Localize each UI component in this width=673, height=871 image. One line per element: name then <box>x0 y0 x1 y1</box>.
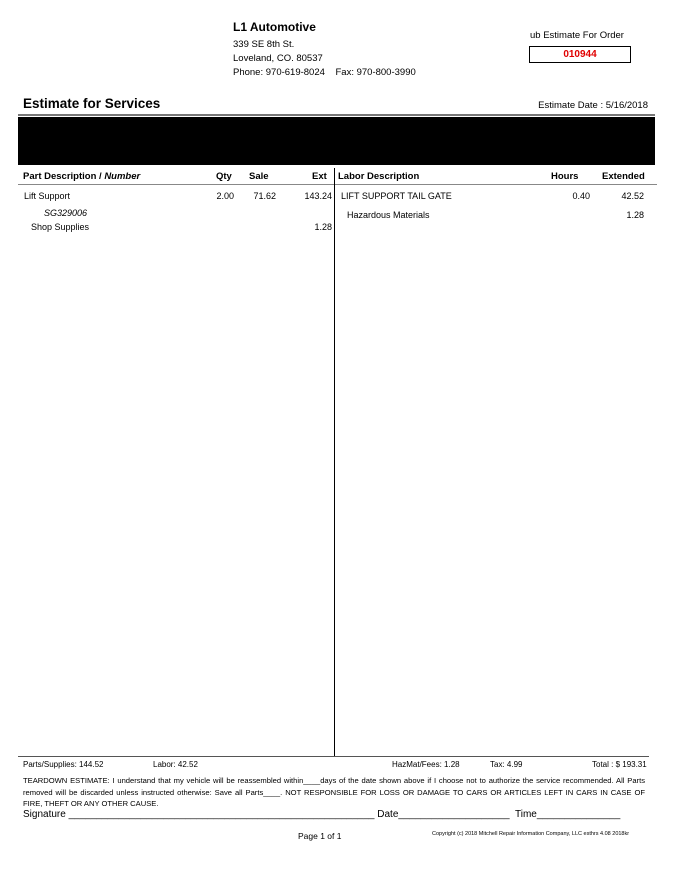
header-extended: Extended <box>602 171 645 182</box>
company-name: L1 Automotive <box>233 20 316 34</box>
part-row-2-ext: 1.28 <box>314 222 332 232</box>
company-address-line2: Loveland, CO. 80537 <box>233 53 323 64</box>
page-title: Estimate for Services <box>23 96 161 111</box>
header-qty: Qty <box>216 171 232 182</box>
order-label: ub Estimate For Order <box>530 30 624 41</box>
labor-row-2-description: Hazardous Materials <box>347 210 430 220</box>
header-ext: Ext <box>312 171 327 182</box>
order-number: 010944 <box>529 46 631 63</box>
part-row-1-qty: 2.00 <box>216 191 234 201</box>
signature-row <box>23 809 620 820</box>
date-line: Date____________________ <box>377 809 510 820</box>
part-row-2-description: Shop Supplies <box>31 222 90 232</box>
part-row-1-sale: 71.62 <box>253 191 276 201</box>
header-part-description-label: Part Description / <box>23 171 105 182</box>
header-labor-description: Labor Description <box>338 171 420 182</box>
time-line: Time_______________ <box>515 809 621 820</box>
company-phone: Phone: 970-619-8024 <box>233 67 325 78</box>
part-row-1-number: SG329006 <box>44 208 88 218</box>
signature-line: Signature _______________________________________________________ <box>23 809 375 820</box>
total-parts-supplies: Parts/Supplies: 144.52 <box>23 760 104 769</box>
title-divider <box>18 114 655 116</box>
page-number: Page 1 of 1 <box>298 831 342 841</box>
total-tax: Tax: 4.99 <box>490 760 523 769</box>
column-header-row <box>18 168 657 185</box>
copyright-text: Copyright (c) 2018 Mitchell Repair Information Company, LLC esthrs 4.08 2018kr <box>432 831 630 837</box>
header-part-description <box>23 171 140 182</box>
grand-total: Total : $ 193.31 <box>592 760 647 769</box>
part-row-1-description: Lift Support <box>24 191 71 201</box>
total-labor: Labor: 42.52 <box>153 760 198 769</box>
header-sale: Sale <box>249 171 269 182</box>
header-hours: Hours <box>551 171 579 182</box>
labor-row-1-extended: 42.52 <box>621 191 644 201</box>
labor-row-1-hours: 0.40 <box>572 191 590 201</box>
teardown-disclaimer: TEARDOWN ESTIMATE: I understand that my vehicle will be reassembled within____days of the date shown above if I choose not to authorize the service recommended. All Parts removed will be discarded unless instructed otherwise: Save all Parts____. NOT RESPONSIBLE FOR LOSS OR DAMAGE TO CARS OR ARTICLES LEFT IN CARS IN CASE OF FIRE, THEFT OR ANY OTHER CAUSE. <box>23 776 645 808</box>
company-address-line1: 339 SE 8th St. <box>233 39 295 50</box>
company-contact <box>233 67 416 78</box>
total-hazmat-fees: HazMat/Fees: 1.28 <box>392 760 460 769</box>
column-divider <box>334 168 335 756</box>
estimate-date: Estimate Date : 5/16/2018 <box>538 100 648 111</box>
redacted-block <box>18 117 655 165</box>
labor-row-2-extended: 1.28 <box>626 210 644 220</box>
footer-divider <box>18 756 649 757</box>
company-fax: Fax: 970-800-3990 <box>335 67 416 78</box>
labor-row-1-description: LIFT SUPPORT TAIL GATE <box>341 191 452 201</box>
header-part-number-label: Number <box>104 171 141 182</box>
part-row-1-ext: 143.24 <box>304 191 332 201</box>
